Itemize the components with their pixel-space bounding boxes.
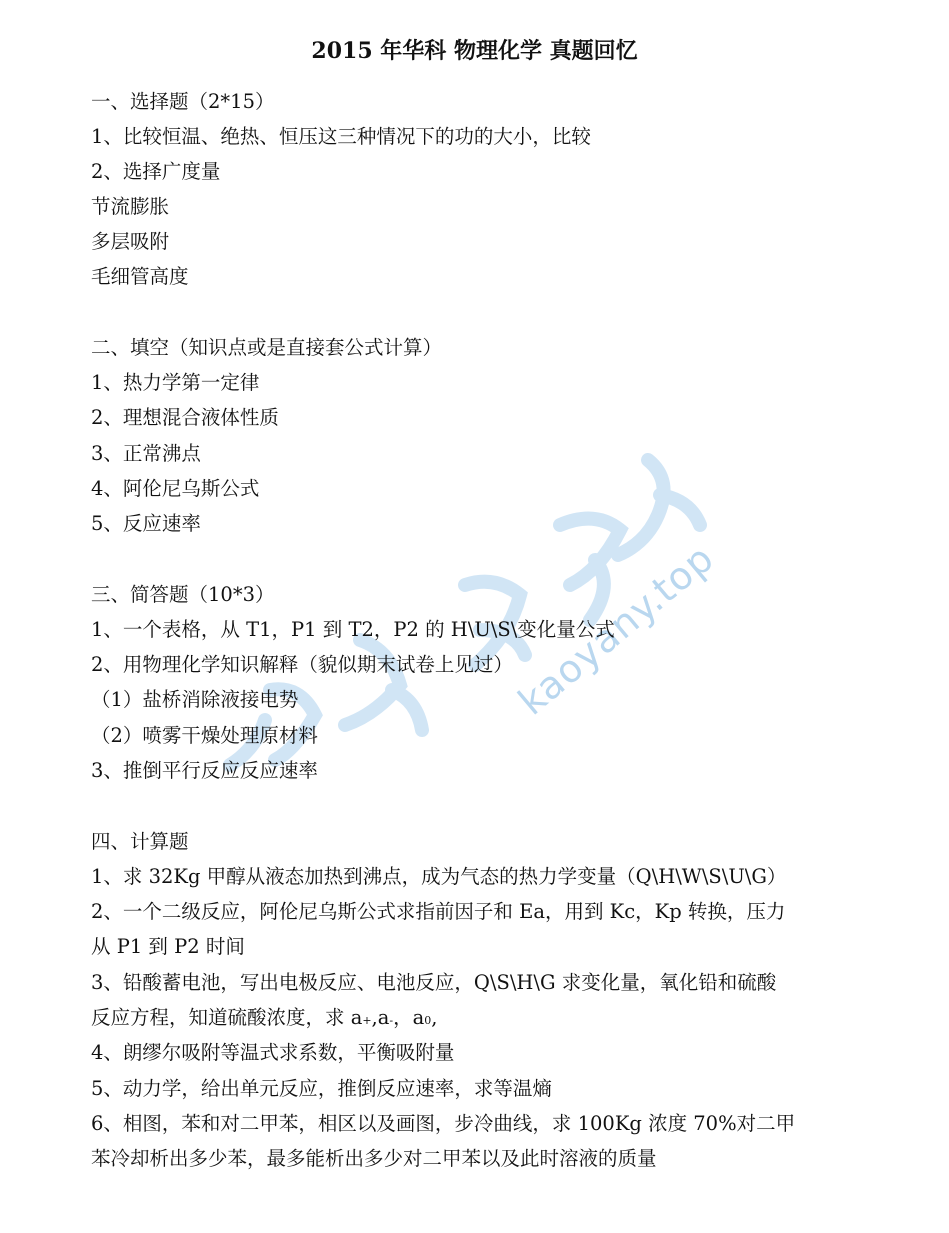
- section-heading-2: 二、填空（知识点或是直接套公式计算）: [91, 336, 443, 359]
- watermark-text: kaoyany.top: [510, 535, 723, 724]
- option-line: 多层吸附: [91, 230, 170, 253]
- page-title: 2015 年华科 物理化学 真题回忆: [311, 38, 638, 64]
- question-line: 5、动力学，给出单元反应，推倒反应速率，求等温熵: [91, 1077, 552, 1100]
- section-heading-3: 三、简答题（10*3）: [91, 583, 275, 606]
- sub-question-line: （1）盐桥消除液接电势: [91, 688, 299, 711]
- question-line: 1、热力学第一定律: [91, 371, 260, 394]
- question-line: 2、一个二级反应，阿伦尼乌斯公式求指前因子和 Ea，用到 Kc，Kp 转换，压力: [91, 900, 786, 923]
- question-line: 1、比较恒温、绝热、恒压这三种情况下的功的大小，比较: [91, 125, 591, 148]
- activity-separator: ,a: [371, 1006, 390, 1029]
- activity-tail: ,: [431, 1006, 438, 1029]
- question-line: 3、铅酸蓄电池，写出电极反应、电池反应，Q\S\H\G 求变化量，氧化铅和硫酸: [91, 971, 777, 994]
- section-heading-1: 一、选择题（2*15）: [91, 90, 275, 113]
- question-line: 1、一个表格，从 T1，P1 到 T2，P2 的 H\U\S\变化量公式: [91, 618, 615, 641]
- question-line: 2、选择广度量: [91, 160, 221, 183]
- question-line: 6、相图，苯和对二甲苯，相区以及画图，步冷曲线，求 100Kg 浓度 70%对二甲: [91, 1112, 796, 1135]
- question-line: 1、求 32Kg 甲醇从液态加热到沸点，成为气态的热力学变量（Q\H\W\S\U\G）: [91, 865, 787, 888]
- activity-subscript-minus: -: [389, 1014, 394, 1027]
- question-line: 5、反应速率: [91, 512, 201, 535]
- question-line: 3、正常沸点: [91, 442, 201, 465]
- question-continuation: 苯冷却析出多少苯，最多能析出多少对二甲苯以及此时溶液的质量: [91, 1147, 657, 1170]
- question-line: 4、阿伦尼乌斯公式: [91, 477, 260, 500]
- sub-question-line: （2）喷雾干燥处理原材料: [91, 724, 318, 747]
- activity-text: 反应方程，知道硫酸浓度，求 a: [91, 1006, 363, 1029]
- question-line: 2、用物理化学知识解释（貌似期末试卷上见过）: [91, 653, 513, 676]
- option-line: 节流膨胀: [91, 195, 170, 218]
- question-line: 3、推倒平行反应反应速率: [91, 759, 318, 782]
- activity-subscript-plus: +: [362, 1014, 372, 1027]
- activity-separator: ，a: [393, 1006, 425, 1029]
- section-heading-4: 四、计算题: [91, 830, 189, 853]
- question-line: 2、理想混合液体性质: [91, 406, 279, 429]
- question-line: 4、朗缪尔吸附等温式求系数，平衡吸附量: [91, 1041, 455, 1064]
- question-continuation: 从 P1 到 P2 时间: [91, 935, 245, 958]
- activity-subscript-zero: 0: [424, 1014, 432, 1027]
- option-line: 毛细管高度: [91, 265, 189, 288]
- question-continuation: [91, 1000, 861, 1038]
